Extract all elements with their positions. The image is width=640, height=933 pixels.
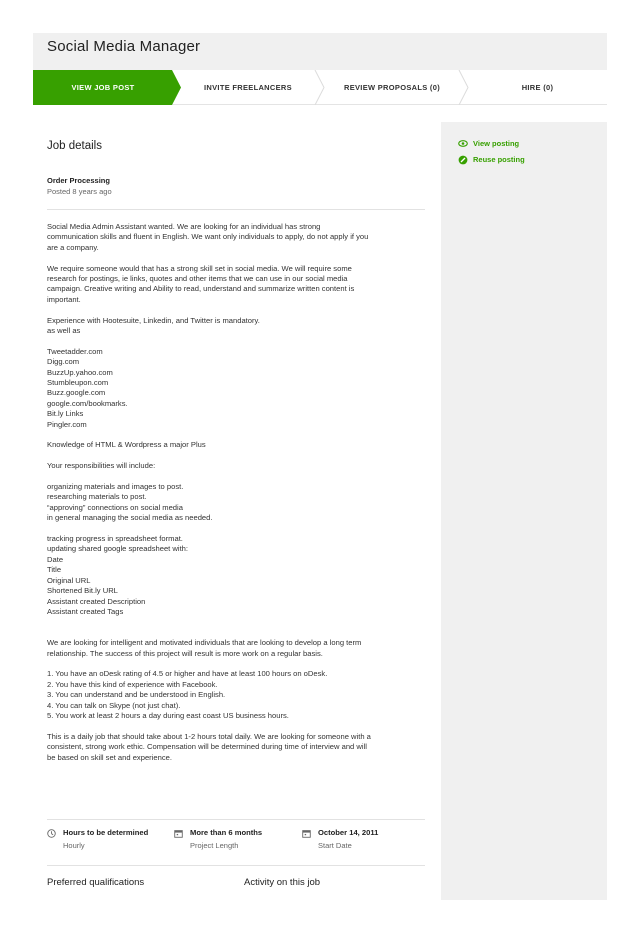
meta-value: October 14, 2011 [318,828,379,837]
edit-icon [458,155,468,165]
divider [47,209,425,210]
job-meta [47,828,427,858]
description-paragraph: tracking progress in spreadsheet format. updating shared google spreadsheet with: Date Title Original URL Shortened Bit.ly URL Assistant created Description Assistant created Tags [47,534,189,616]
page-title: Social Media Manager [47,38,201,55]
activity-title: Activity on this job [244,877,321,888]
meta-value: More than 6 months [190,828,263,837]
section-title: Job details [47,140,102,152]
view-posting-label[interactable]: View posting [473,139,520,148]
preferred-qualifications-title: Preferred qualifications [47,877,145,888]
description-paragraph: We are looking for intelligent and motivated individuals that are looking to develop a long term relationship. The success of this project will result is more work on a regular basis. [47,638,362,658]
job-steps-bar [33,70,607,105]
posted-time: Posted 8 years ago [47,187,112,196]
step-separator [315,70,324,105]
description-paragraph: Tweetadder.com Digg.com BuzzUp.yahoo.com Stumbleupon.com Buzz.google.com google.com/bookmarks. Bit.ly Links Pingler.com [47,346,128,429]
eye-icon [458,139,468,148]
description-paragraph: Knowledge of HTML & Wordpress a major Plus [47,440,206,450]
divider [47,865,425,866]
job-details-panel [33,122,441,933]
meta-label: Project Length [190,841,239,850]
description-paragraph: Experience with Hootesuite, Linkedin, and Twitter is mandatory. as well as [47,315,260,336]
description-paragraph: organizing materials and images to post. researching materials to post. “approving” connections on social media in general managing the social media as needed. [47,482,213,523]
step-view-job-post[interactable]: VIEW JOB POST [71,83,135,92]
clock-icon [47,829,56,838]
meta-label: Hourly [63,841,85,850]
meta-value: Hours to be determined [63,828,149,837]
calendar-icon [302,829,311,838]
step-invite-freelancers[interactable]: INVITE FREELANCERS [204,83,292,92]
job-category: Order Processing [47,176,110,185]
description-paragraph: Your responsibilities will include: [47,461,156,471]
step-hire[interactable]: HIRE (0) [521,83,554,92]
divider [47,819,425,820]
description-paragraph: This is a daily job that should take about 1-2 hours total daily. We are looking for someone with a consistent, strong work ethic. Compensation will be determined during time of interview and will be based on skill set and experience. [47,731,371,762]
reuse-posting-label[interactable]: Reuse posting [473,155,525,164]
description-paragraph: 1. You have an oDesk rating of 4.5 or higher and have at least 100 hours on oDesk. 2. You have this kind of experience with Facebook. 3. You can understand and be understood in English. 4. You can talk on Skype (not just chat). 5. You work at least 2 hours a day during east coast US business hours. [47,669,328,720]
description-paragraph: Social Media Admin Assistant wanted. We are looking for an individual has strong communication skills and fluent in English. We want only individuals to apply, do not apply if you are a company. [47,222,369,252]
sidebar [441,122,607,900]
step-separator [459,70,468,105]
description-paragraph: We require someone would that has a strong skill set in social media. We will require some research for postings, ie links, quotes and other items that we can use in our social media campaign. Creative writing and Ability to read, understand and summarize written content is important. [47,263,355,304]
page-header [33,33,607,70]
job-description [47,222,429,773]
calendar-icon [174,829,183,838]
meta-label: Start Date [318,841,352,850]
step-review-proposals[interactable]: REVIEW PROPOSALS (0) [343,83,440,92]
